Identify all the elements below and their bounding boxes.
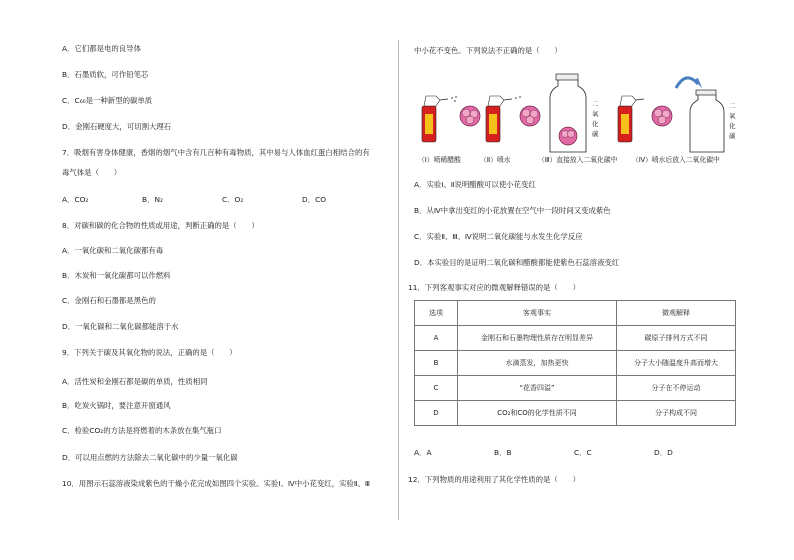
table-cell: 金刚石和石墨物理性质存在明显差异 bbox=[458, 326, 617, 351]
sprayer-icon bbox=[486, 96, 521, 142]
sprayer-icon bbox=[618, 96, 644, 142]
q10-option-a: A．实验Ⅰ、Ⅱ说明醋酸可以使小花变红 bbox=[414, 180, 536, 189]
table-row bbox=[415, 376, 736, 401]
q11-stem: 11．下列客观事实对应的微观解释错误的是（ ） bbox=[408, 283, 581, 292]
q9-option-a: A．活性炭和金刚石都是碳的单质，性质相同 bbox=[62, 377, 208, 386]
q7-option-d: D．CO bbox=[302, 195, 327, 204]
q8-option-c: C．金刚石和石墨都是黑色的 bbox=[62, 296, 156, 305]
q9-option-b: B．吃炭火锅时，要注意开窗通风 bbox=[62, 401, 171, 410]
q11-option-d: D．D bbox=[654, 448, 673, 457]
q10-option-b: B．从Ⅳ中拿出变红的小花放置在空气中一段时间又变成紫色 bbox=[414, 206, 611, 215]
q10-option-d: D．本实验目的是证明二氧化碳和醋酸都能使紫色石蕊溶液变红 bbox=[414, 258, 620, 267]
q12-stem: 12．下列物质的用途利用了其化学性质的是（ ） bbox=[408, 475, 581, 484]
q7-option-c: C．O₂ bbox=[222, 195, 244, 204]
q10-option-c: C．实验Ⅱ、Ⅲ、Ⅳ说明二氧化碳能与水发生化学反应 bbox=[414, 232, 583, 241]
q11-table bbox=[414, 300, 736, 426]
table-row bbox=[415, 401, 736, 426]
q10-stem-line1: 10．用图示石蕊溶液染成紫色的干燥小花完成如图四个实验。实验Ⅰ、Ⅳ中小花变红，实验Ⅱ、Ⅲ bbox=[62, 479, 370, 488]
table-header-cell: 客观事实 bbox=[458, 301, 617, 326]
table-cell: CO₂和CO的化学性质不同 bbox=[458, 401, 617, 426]
jar3-label-3: 化 bbox=[592, 121, 599, 128]
jar4-label-2: 氧 bbox=[729, 113, 736, 120]
table-cell: B bbox=[415, 351, 458, 376]
q11-option-c: C．C bbox=[574, 448, 592, 457]
jar3-label-1: 二 bbox=[592, 101, 599, 108]
gas-jar-icon bbox=[690, 90, 724, 152]
table-cell: C bbox=[415, 376, 458, 401]
q7-option-a: A．CO₂ bbox=[62, 195, 89, 204]
table-cell: D bbox=[415, 401, 458, 426]
caption-i: （Ⅰ）喷稀醋酸 bbox=[418, 157, 461, 164]
jar4-label-4: 碳 bbox=[729, 133, 736, 140]
table-row bbox=[415, 326, 736, 351]
table-cell: A bbox=[415, 326, 458, 351]
q11-option-a: A．A bbox=[414, 448, 432, 457]
caption-iii: （Ⅲ）直接放入二氧化碳中 bbox=[538, 157, 618, 164]
jar3-label-4: 碳 bbox=[592, 131, 599, 138]
q7-option-b: B．N₂ bbox=[142, 195, 163, 204]
flower-icon bbox=[460, 106, 480, 126]
q6-option-d: D．金刚石硬度大，可切割大理石 bbox=[62, 122, 172, 131]
q7-options bbox=[62, 195, 382, 205]
table-cell: 分子在不停运动 bbox=[617, 376, 736, 401]
flower-icon bbox=[652, 106, 672, 126]
q6-option-c: C．C₆₀是一种新型的碳单质 bbox=[62, 96, 153, 105]
q8-option-b: B．木炭和一氧化碳都可以作燃料 bbox=[62, 271, 171, 280]
flower-icon bbox=[520, 106, 540, 126]
q8-option-a: A．一氧化碳和二氧化碳都有毒 bbox=[62, 246, 164, 255]
caption-iv: （Ⅳ）喷水后放入二氧化碳中 bbox=[632, 157, 720, 164]
table-row bbox=[415, 351, 736, 376]
column-divider bbox=[398, 40, 399, 520]
table-header-row bbox=[415, 301, 736, 326]
jar3-label-2: 氧 bbox=[592, 111, 599, 118]
q6-option-a: A．它们都是电的良导体 bbox=[62, 44, 141, 53]
caption-ii: （Ⅱ）喷水 bbox=[480, 157, 511, 164]
q9-option-c: C．检验CO₂的方法是将燃着的木条放在集气瓶口 bbox=[62, 426, 222, 435]
table-cell: “花香四溢” bbox=[458, 376, 617, 401]
q6-option-b: B．石墨质软，可作铅笔芯 bbox=[62, 70, 149, 79]
q9-option-d: D．可以用点燃的方法除去二氧化碳中的少量一氧化碳 bbox=[62, 453, 238, 462]
q8-stem: 8．对碳和碳的化合物的性质或用途，判断正确的是（ ） bbox=[62, 221, 259, 230]
sprayer-icon bbox=[422, 96, 457, 142]
table-cell: 水滴蒸发，加热更快 bbox=[458, 351, 617, 376]
experiment-figure bbox=[418, 66, 738, 166]
q7-stem-line2: 毒气体是（ ） bbox=[62, 168, 122, 177]
jar4-label-1: 二 bbox=[729, 103, 736, 110]
q8-option-d: D．一氧化碳和二氧化碳都能溶于水 bbox=[62, 322, 179, 331]
experiment-illustration bbox=[418, 66, 738, 166]
table-cell: 分子大小随温度升高而增大 bbox=[617, 351, 736, 376]
arrow-icon bbox=[676, 78, 698, 88]
table-header-cell: 微观解释 bbox=[617, 301, 736, 326]
table-header-cell: 选项 bbox=[415, 301, 458, 326]
q9-stem: 9．下列关于碳及其氧化物的说法，正确的是（ ） bbox=[62, 348, 237, 357]
q7-stem-line1: 7．吸烟有害身体健康，香烟的烟气中含有几百种有毒物质，其中易与人体血红蛋白相结合的有 bbox=[62, 148, 370, 157]
q10-stem-line2: 中小花不变色。下列说法不正确的是（ ） bbox=[414, 46, 562, 55]
table-cell: 碳原子排列方式不同 bbox=[617, 326, 736, 351]
q11-option-b: B．B bbox=[494, 448, 512, 457]
q11-options bbox=[414, 448, 734, 458]
jar4-label-3: 化 bbox=[729, 123, 736, 130]
gas-jar-icon bbox=[550, 74, 586, 152]
table-cell: 分子构成不同 bbox=[617, 401, 736, 426]
